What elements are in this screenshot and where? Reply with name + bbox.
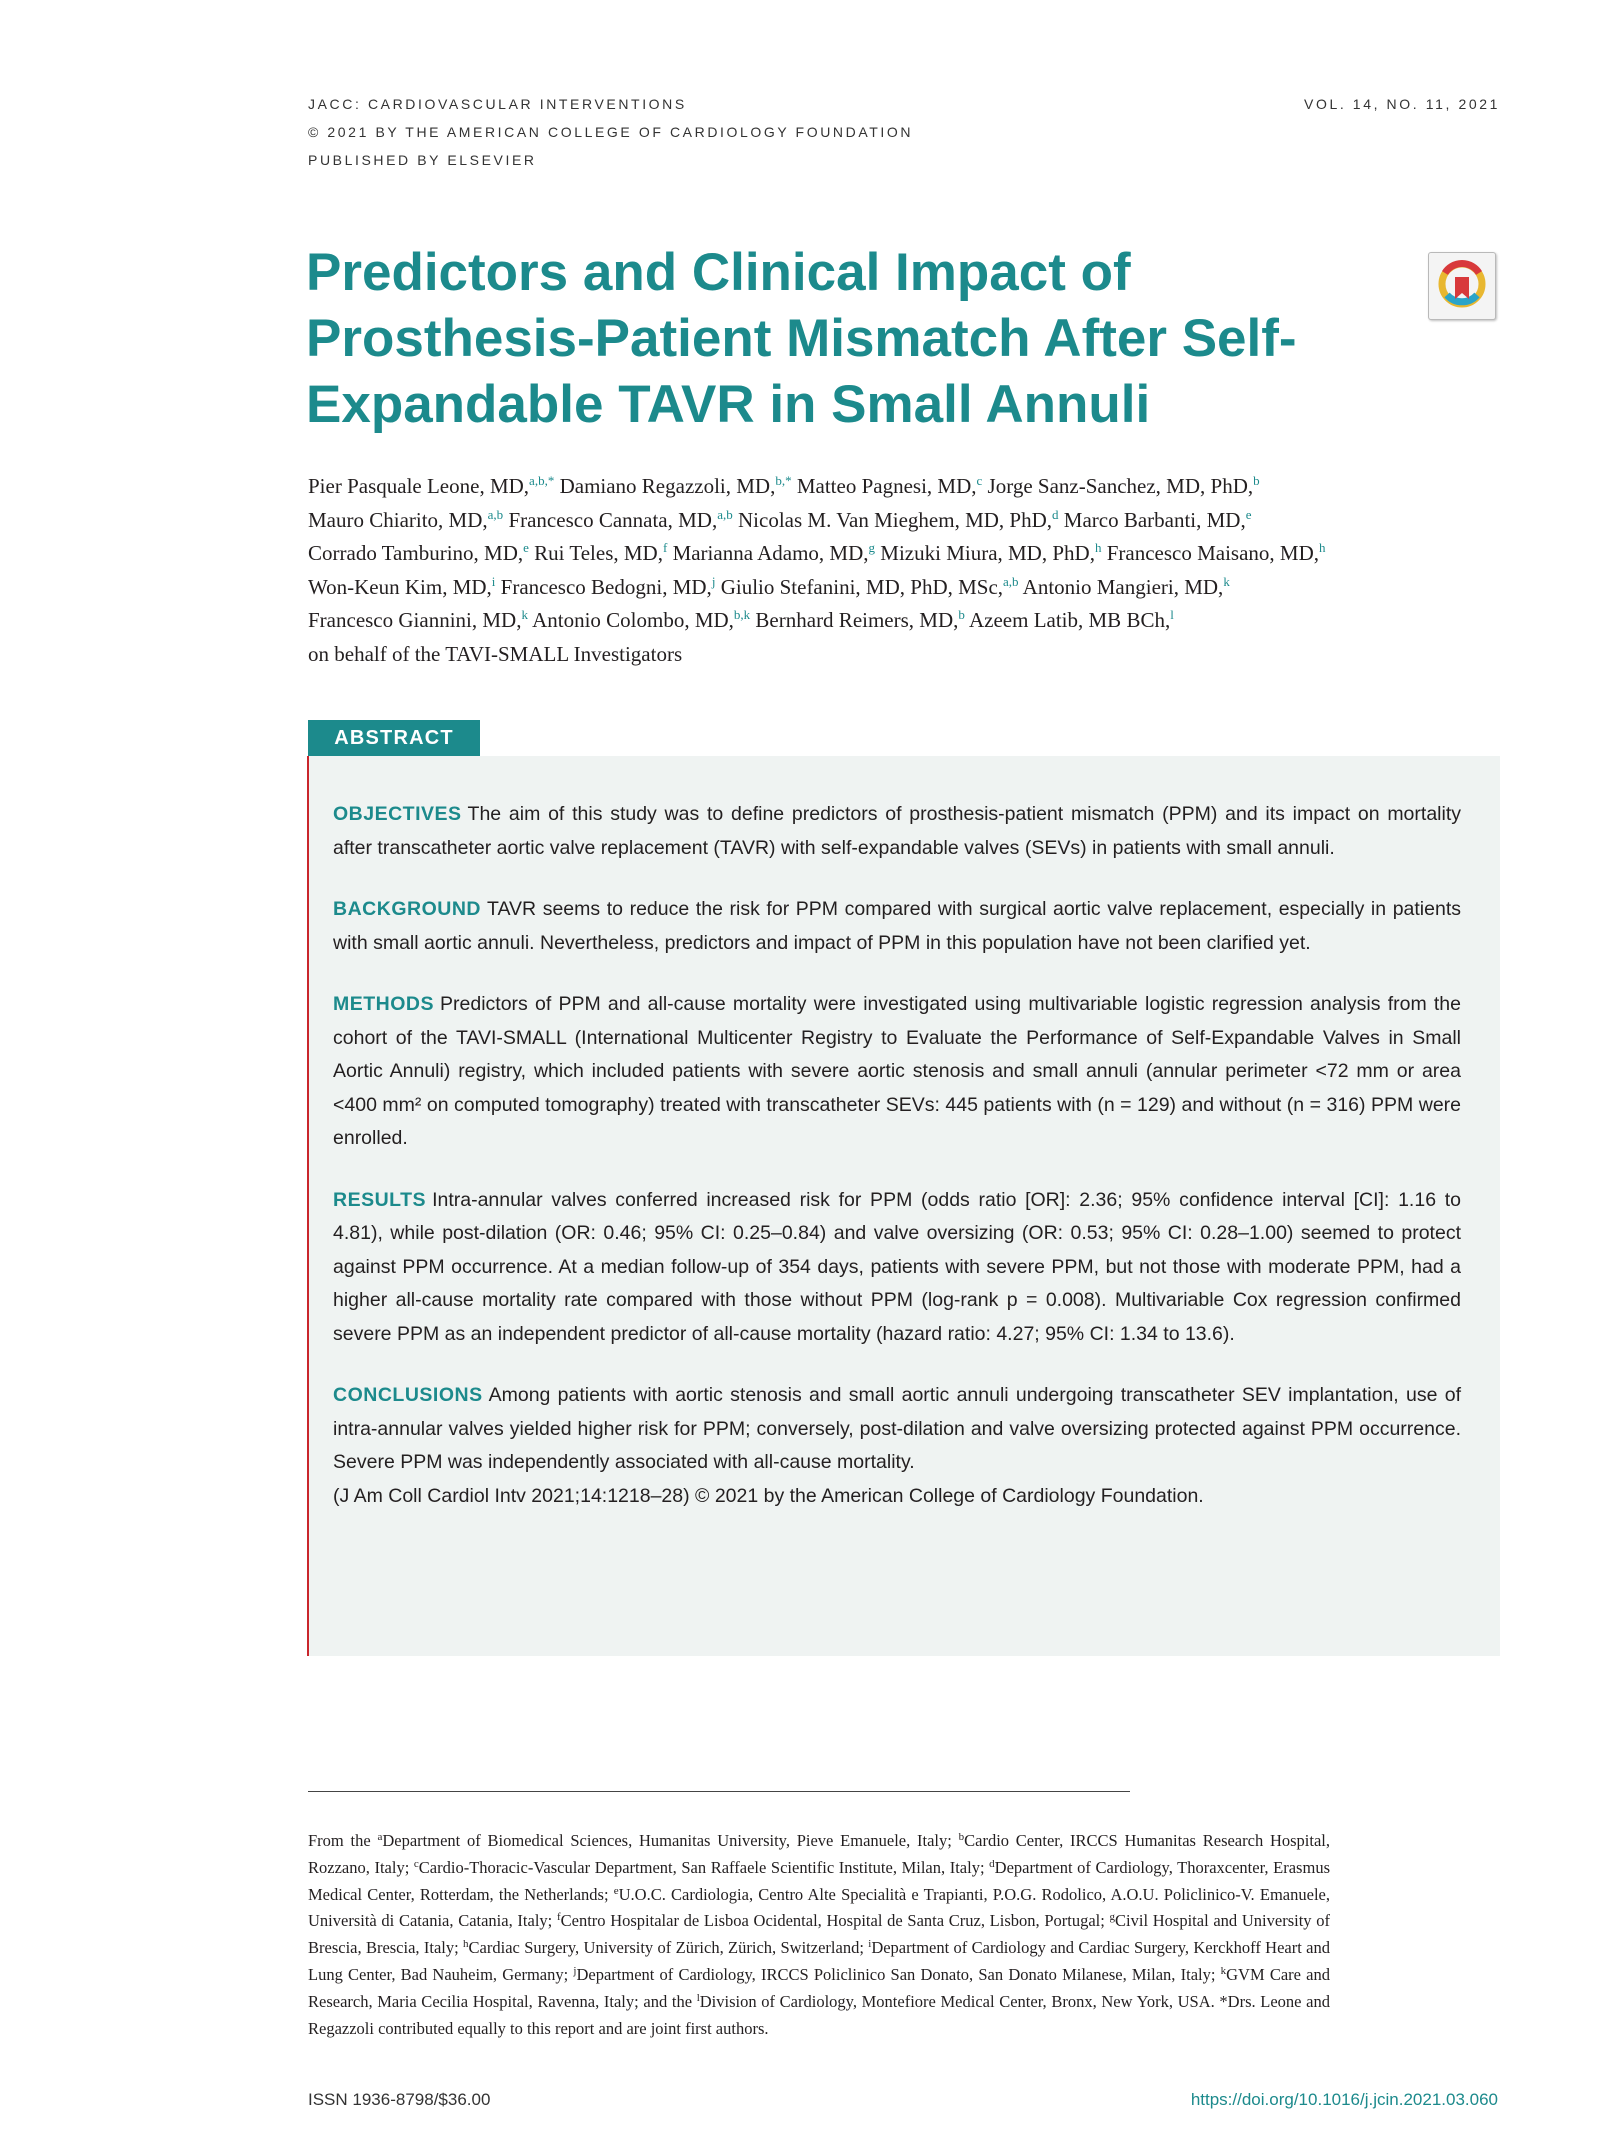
author-name: Antonio Mangieri, MD, xyxy=(1022,574,1224,599)
footnote-text: Cardio-Thoracic-Vascular Department, San Raffaele Scientific Institute, Milan, Italy; xyxy=(418,1857,990,1877)
abstract-methods xyxy=(333,988,1461,1156)
section-heading: CONCLUSIONS xyxy=(333,1384,483,1406)
affiliation-marker: a,b xyxy=(487,506,504,522)
affiliation-marker: b,k xyxy=(733,607,751,622)
footnote-marker: b xyxy=(958,1831,965,1843)
footnote-marker: h xyxy=(463,1938,469,1951)
section-heading: RESULTS xyxy=(333,1188,427,1211)
author-name: Jorge Sanz-Sanchez, MD, PhD, xyxy=(987,474,1254,498)
section-text: Intra-annular valves conferred increased risk for PPM (odds ratio [OR]: 2.36; 95% confidence interval [CI]: 1.16 to 4.81), while post-dilation (OR: 0.46; 95% CI: 0.25–0.84) and valve oversizing (OR: 0.53; 95% CI: 0.28–1.00) seemed to protect against PPM occurrence. At a median follow-up of 354 days, patients with severe PPM, but not those with moderate PPM, had a higher all-cause mortality rate compared with those without PPM (log-rank p = 0.008). Multivariable Cox regression confirmed severe PPM as an independent predictor of all-cause mortality (hazard ratio: 4.27; 95% CI: 1.34 to 13.6). xyxy=(333,1188,1461,1345)
affiliations-footnote xyxy=(308,1828,1330,2042)
affiliation-marker: i xyxy=(491,573,496,589)
author-name: Nicolas M. Van Mieghem, MD, PhD, xyxy=(738,507,1053,532)
author-name: on behalf of the TAVI-SMALL Investigators xyxy=(308,641,683,666)
abstract-objectives xyxy=(333,798,1461,865)
author-name: Mauro Chiarito, MD, xyxy=(308,507,488,532)
article-title: Predictors and Clinical Impact of Prosthesis-Patient Mismatch After Self-Expandable TAVR in Small Annuli xyxy=(306,243,1297,434)
author-name: Damiano Regazzoli, MD, xyxy=(559,474,776,498)
footnote-text: Cardiac Surgery, University of Zürich, Zürich, Switzerland; xyxy=(468,1938,869,1958)
crossmark-icon xyxy=(1429,253,1495,319)
footnote-marker: g xyxy=(1109,1911,1116,1924)
author-name: Rui Teles, MD, xyxy=(534,541,663,565)
affiliation-marker: a,b xyxy=(1003,573,1019,589)
publisher-line: PUBLISHED BY ELSEVIER xyxy=(308,152,537,168)
footnote-marker: f xyxy=(556,1911,561,1924)
author-line xyxy=(308,604,1508,638)
footnote-text: Centro Hospitalar de Lisboa Ocidental, Hospital de Santa Cruz, Lisbon, Portugal; xyxy=(560,1911,1110,1931)
footnote-text: GVM Care and Research, Maria Cecilia Hospital, Ravenna, Italy; and the xyxy=(308,1964,1331,2011)
section-text: TAVR seems to reduce the risk for PPM compared with surgical aortic valve replacement, especially in patients with small aortic annuli. Nevertheless, predictors and impact of PPM in this population have not been clarified yet. xyxy=(333,898,1461,954)
affiliation-marker: b xyxy=(1253,473,1260,488)
section-text: Predictors of PPM and all-cause mortality were investigated using multivariable logistic regression analysis from the cohort of the TAVI-SMALL (International Multicenter Registry to Evaluate the Performance of Self-Expandable Valves in Small Aortic Annuli) registry, which included patients with severe aortic stenosis and small annuli (annular perimeter <72 mm or area <400 mm² on computed tomography) treated with transcatheter SEVs: 445 patients with (n = 129) and without (n = 316) PPM were enrolled. xyxy=(333,993,1461,1149)
abstract-label: ABSTRACT xyxy=(308,720,480,756)
footnote-text: Cardio Center, IRCCS Humanitas Research Hospital, Rozzano, Italy; xyxy=(308,1831,1331,1877)
author-name: Antonio Colombo, MD, xyxy=(532,608,734,632)
footnote-marker: i xyxy=(868,1938,872,1951)
affiliation-marker: f xyxy=(662,540,668,555)
author-name: Matteo Pagnesi, MD, xyxy=(796,474,977,498)
author-line xyxy=(308,470,1508,504)
footnote-text: Division of Cardiology, Montefiore Medical Center, Bronx, New York, USA. *Drs. Leone and Regazzoli contributed equally to this report and are joint first authors. xyxy=(308,1991,1330,2038)
footnote-divider xyxy=(308,1791,1130,1792)
author-name: Corrado Tamburino, MD, xyxy=(308,541,524,565)
footnote-text: Civil Hospital and University of Brescia, Brescia, Italy; xyxy=(308,1911,1330,1958)
author-name: Marianna Adamo, MD, xyxy=(672,541,869,565)
footnote-text: Department of Biomedical Sciences, Humanitas University, Pieve Emanuele, Italy; xyxy=(382,1831,959,1850)
author-name: Pier Pasquale Leone, MD, xyxy=(308,474,530,498)
footnote-marker: d xyxy=(989,1857,995,1870)
affiliation-marker: l xyxy=(1170,607,1174,622)
author-line xyxy=(308,537,1508,571)
section-text: Among patients with aortic stenosis and small aortic annuli undergoing transcatheter SEV implantation, use of intra-annular valves yielded higher risk for PPM; conversely, post-dilation and valve oversizing protected against PPM occurrence. Severe PPM was independently associated with all-cause mortality. xyxy=(333,1384,1461,1473)
author-name: Azeem Latib, MB BCh, xyxy=(968,608,1171,632)
affiliation-marker: h xyxy=(1319,540,1326,555)
affiliation-marker: k xyxy=(521,607,528,622)
affiliation-marker: b,* xyxy=(775,473,792,488)
affiliation-marker: c xyxy=(976,473,983,488)
affiliation-marker: a,b xyxy=(717,506,733,522)
section-heading: METHODS xyxy=(333,993,434,1015)
footnote-text: Department of Cardiology, Thoraxcenter, Erasmus Medical Center, Rotterdam, the Netherlands; xyxy=(308,1857,1330,1904)
affiliation-marker: g xyxy=(868,540,876,555)
abstract-results xyxy=(333,1184,1461,1352)
author-name: Marco Barbanti, MD, xyxy=(1063,507,1246,532)
footnote-marker: c xyxy=(413,1857,419,1870)
author-name: Francesco Cannata, MD, xyxy=(508,507,718,532)
affiliation-marker: e xyxy=(523,540,529,555)
footnote-marker: k xyxy=(1220,1964,1227,1977)
author-name: Francesco Bedogni, MD, xyxy=(500,574,712,599)
author-list xyxy=(308,470,1508,671)
footnote-marker: e xyxy=(613,1884,619,1897)
affiliation-marker: b xyxy=(958,607,965,622)
affiliation-marker: a,b,* xyxy=(529,473,555,488)
footnote-marker: l xyxy=(696,1991,700,2004)
affiliation-marker: d xyxy=(1052,506,1059,522)
footnote-text: U.O.C. Cardiologia, Centro Alte Specialità e Trapianti, P.O.G. Rodolico, A.O.U. Policlinico-V. Emanuele, Università di Catania, Catania, Italy; xyxy=(308,1884,1330,1931)
volume-issue: VOL. 14, NO. 11, 2021 xyxy=(1304,96,1500,112)
abstract-conclusions xyxy=(333,1379,1461,1480)
section-heading: BACKGROUND xyxy=(333,898,481,920)
affiliation-marker: k xyxy=(1223,573,1230,589)
author-name: Bernhard Reimers, MD, xyxy=(755,608,959,632)
author-name: Giulio Stefanini, MD, PhD, MSc, xyxy=(720,574,1004,599)
crossmark-button[interactable] xyxy=(1428,252,1496,320)
author-line xyxy=(308,638,1508,672)
affiliation-marker: e xyxy=(1245,506,1252,522)
footnote-marker: a xyxy=(377,1831,383,1843)
journal-name: JACC: CARDIOVASCULAR INTERVENTIONS xyxy=(308,96,687,112)
footnote-text: Department of Cardiology and Cardiac Surgery, Kerckhoff Heart and Lung Center, Bad Nauheim, Germany; xyxy=(308,1938,1330,1984)
doi-link[interactable]: https://doi.org/10.1016/j.jcin.2021.03.060 xyxy=(1190,2090,1498,2109)
affiliation-marker: h xyxy=(1094,540,1102,555)
author-name: Mizuki Miura, MD, PhD, xyxy=(880,541,1095,565)
footnote-text: Department of Cardiology, IRCCS Policlinico San Donato, San Donato Milanese, Milan, Italy; xyxy=(576,1964,1221,1984)
section-text: The aim of this study was to define predictors of prosthesis-patient mismatch (PPM) and its impact on mortality after transcatheter aortic valve replacement (TAVR) with self-expandable valves (SEVs) in patients with small annuli. xyxy=(333,803,1461,859)
author-name: Won-Keun Kim, MD, xyxy=(308,574,492,599)
section-heading: OBJECTIVES xyxy=(333,803,462,825)
copyright-line: © 2021 BY THE AMERICAN COLLEGE OF CARDIOLOGY FOUNDATION xyxy=(308,124,914,140)
abstract-body xyxy=(333,798,1461,1513)
abstract-background xyxy=(333,893,1461,960)
affiliation-marker: j xyxy=(711,573,716,589)
author-line xyxy=(308,571,1508,605)
author-name: Francesco Giannini, MD, xyxy=(308,608,522,632)
footnote-marker: j xyxy=(573,1964,577,1977)
citation-line: (J Am Coll Cardiol Intv 2021;14:1218–28) © 2021 by the American College of Cardiology Foundation. xyxy=(333,1484,1204,1507)
author-line xyxy=(308,504,1508,538)
author-name: Francesco Maisano, MD, xyxy=(1106,541,1319,565)
issn-line: ISSN 1936-8798/$36.00 xyxy=(308,2090,491,2109)
footnote-text: From the xyxy=(308,1831,378,1850)
